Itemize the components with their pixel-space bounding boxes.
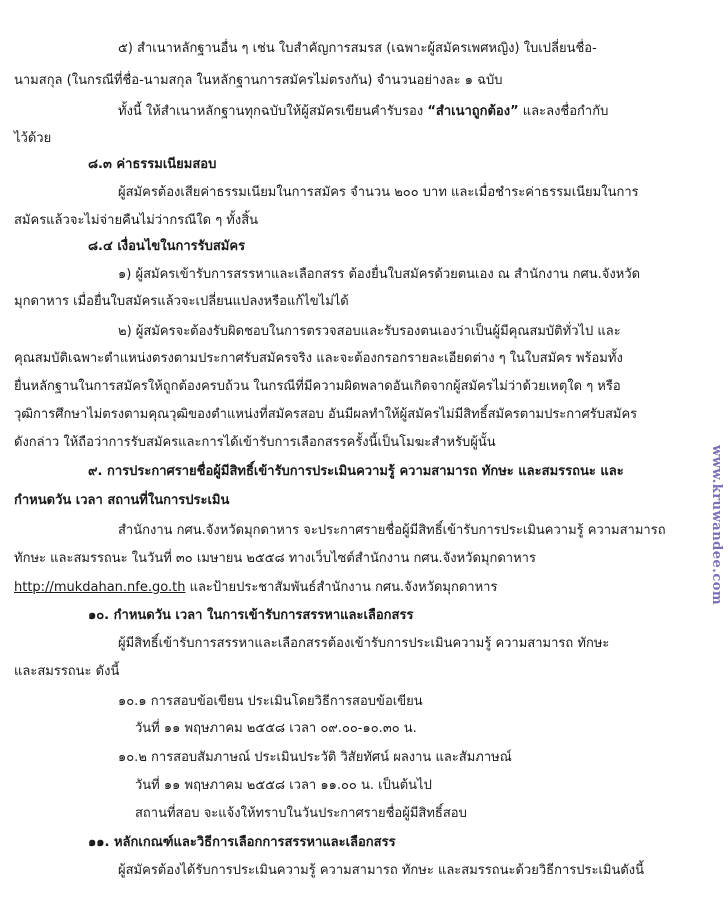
announce-line-2: ทักษะ และสมรรถนะ ในวันที่ ๓๐ เมษายน ๒๕๕๘ ทางเว็บไซต์สำนักงาน กศน.จังหวัดมุกดาหาร — [14, 551, 536, 566]
interview-line: ๑๐.๒ การสอบสัมภาษณ์ ประเมินประวัติ วิสัยทัศน์ ผลงาน และสัมภาษณ์ — [118, 750, 512, 765]
condition-2-line-1: ๒) ผู้สมัครจะต้องรับผิดชอบในการตรวจสอบและรับรองตนเองว่าเป็นผู้มีคุณสมบัติทั่วไป และ — [118, 324, 621, 339]
watermark-text: www.kruwandee.com — [709, 445, 724, 606]
exam-venue-line: สถานที่สอบ จะแจ้งให้ทราบในวันประกาศรายชื่อผู้มีสิทธิ์สอบ — [135, 806, 467, 821]
website-link[interactable]: http://mukdahan.nfe.go.th — [14, 580, 186, 595]
heading-11: ๑๑. หลักเกณฑ์และวิธีการเลือกการสรรหาและเลือกสรร — [88, 835, 396, 850]
certify-line — [118, 103, 608, 121]
certify-text-end: และลงชื่อกำกับ — [518, 104, 609, 119]
item-5-line-2: นามสกุล (ในกรณีที่ชื่อ-นามสกุล ในหลักฐานการสมัครไม่ตรงกัน) จำนวนอย่างละ ๑ ฉบับ — [14, 73, 503, 88]
certify-quote: “สำเนาถูกต้อง” — [427, 104, 519, 119]
schedule-intro-line-2: และสมรรถนะ ดังนี้ — [14, 664, 120, 679]
heading-9-line-2: กำหนดวัน เวลา สถานที่ในการประเมิน — [14, 493, 230, 508]
interview-date: วันที่ ๑๑ พฤษภาคม ๒๕๕๘ เวลา ๑๑.๐๐ น. เป็นต้นไป — [135, 778, 432, 793]
schedule-intro-line-1: ผู้มีสิทธิ์เข้ารับการสรรหาและเลือกสรรต้องเข้ารับการประเมินความรู้ ความสามารถ ทักษะ — [118, 636, 610, 651]
announce-line-3-rest: และป้ายประชาสัมพันธ์สำนักงาน กศน.จังหวัดมุกดาหาร — [185, 580, 498, 595]
certify-text-start: ทั้งนี้ ให้สำเนาหลักฐานทุกฉบับให้ผู้สมัครเขียนคำรับรอง — [118, 104, 428, 119]
certify-line-2: ไว้ด้วย — [14, 131, 52, 146]
heading-8-4: ๘.๔ เงื่อนไขในการรับสมัคร — [88, 239, 246, 254]
announce-line-1: สำนักงาน กศน.จังหวัดมุกดาหาร จะประกาศรายชื่อผู้มีสิทธิ์เข้ารับการประเมินความรู้ ความสามารถ — [118, 523, 666, 538]
condition-2-line-4: วุฒิการศึกษาไม่ตรงตามคุณวุฒิของตำแหน่งที่สมัครสอบ อันมีผลทำให้ผู้สมัครไม่มีสิทธิ์สมัครตามประกาศรับสมัคร — [14, 407, 638, 422]
heading-10: ๑๐. กำหนดวัน เวลา ในการเข้ารับการสรรหาและเลือกสรร — [88, 608, 414, 623]
item-5-line-1: ๕) สำเนาหลักฐานอื่น ๆ เช่น ใบสำคัญการสมรส (เฉพาะผู้สมัครเพศหญิง) ใบเปลี่ยนชื่อ- — [118, 41, 597, 56]
written-exam-date: วันที่ ๑๑ พฤษภาคม ๒๕๕๘ เวลา ๐๙.๐๐-๑๐.๓๐ น. — [135, 721, 417, 736]
condition-2-line-3: ยื่นหลักฐานในการสมัครให้ถูกต้องครบถ้วน ในกรณีที่มีความผิดพลาดอันเกิดจากผู้สมัครไม่ว่าด้วยเหตุใด ๆ หรือ — [14, 379, 621, 394]
condition-1-line-1: ๑) ผู้สมัครเข้ารับการสรรหาและเลือกสรร ต้องยื่นใบสมัครด้วยตนเอง ณ สำนักงาน กศน.จังหวัด — [118, 267, 641, 282]
fee-line-1: ผู้สมัครต้องเสียค่าธรรมเนียมในการสมัคร จำนวน ๒๐๐ บาท และเมื่อชำระค่าธรรมเนียมในการ — [118, 185, 639, 200]
criteria-line-1: ผู้สมัครต้องได้รับการประเมินความรู้ ความสามารถ ทักษะ และสมรรถนะด้วยวิธีการประเมินดังนี้ — [118, 863, 645, 878]
written-exam-line: ๑๐.๑ การสอบข้อเขียน ประเมินโดยวิธีการสอบข้อเขียน — [118, 694, 423, 709]
heading-9-line-1: ๙. การประกาศรายชื่อผู้มีสิทธิ์เข้ารับการประเมินความรู้ ความสามารถ ทักษะ และสมรรถนะ และ — [88, 464, 624, 479]
condition-2-line-2: คุณสมบัติเฉพาะตำแหน่งตรงตามประกาศรับสมัครจริง และจะต้องกรอกรายละเอียดต่าง ๆ ในใบสมัคร พร้อมทั้ง — [14, 351, 623, 366]
announce-line-3 — [14, 579, 497, 597]
condition-2-line-5: ดังกล่าว ให้ถือว่าการรับสมัครและการได้เข้ารับการเลือกสรรครั้งนี้เป็นโมฆะสำหรับผู้นั้น — [14, 435, 496, 450]
heading-8-3: ๘.๓ ค่าธรรมเนียมสอบ — [88, 157, 217, 172]
fee-line-2: สมัครแล้วจะไม่จ่ายคืนไม่ว่ากรณีใด ๆ ทั้งสิ้น — [14, 213, 259, 228]
condition-1-line-2: มุกดาหาร เมื่อยื่นใบสมัครแล้วจะเปลี่ยนแปลงหรือแก้ไขไม่ได้ — [14, 294, 349, 309]
